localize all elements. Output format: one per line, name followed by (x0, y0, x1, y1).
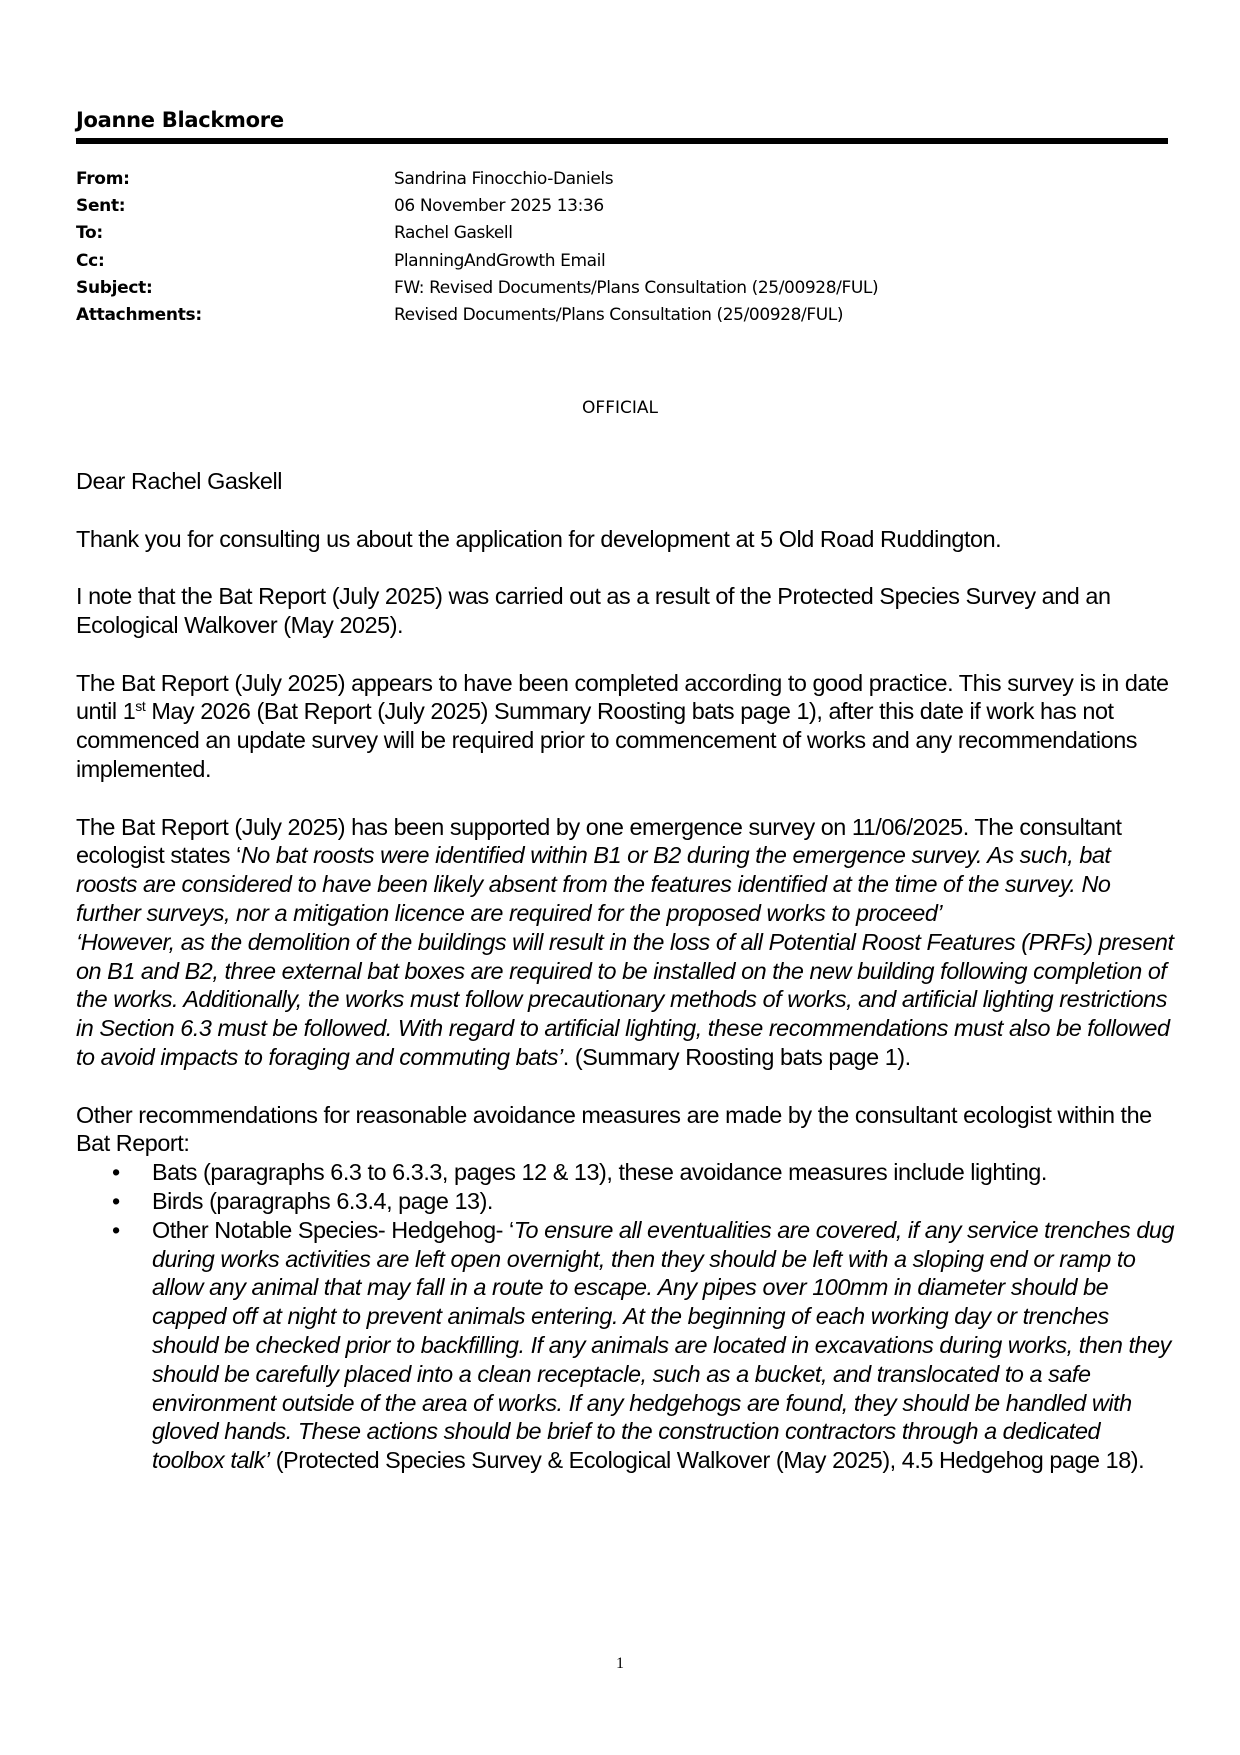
subject-value: FW: Revised Documents/Plans Consultation (25/00928/FUL) (394, 277, 879, 298)
header-row-subject (76, 275, 878, 302)
from-value: Sandrina Finocchio-Daniels (394, 169, 614, 189)
ecologist-quote-1: No bat roosts were identified within B1 or B2 during the emergence survey. As such, bat roosts are considered to have been likely absent from the features identified at the time of the survey. No further surveys, nor a mitigation licence are required for the proposed works to proceed’ (76, 842, 1111, 926)
email-header-fields (76, 166, 878, 329)
page-number: 1 (616, 1655, 624, 1672)
header-label: Cc: (76, 250, 105, 271)
attachments-value: Revised Documents/Plans Consultation (25/00928/FUL) (394, 305, 844, 326)
header-label: To: (76, 223, 103, 244)
paragraph-emergence-survey: The Bat Report (July 2025) has been supported by one emergence survey on 11/06/2025. The consultant ecologist states ‘No bat roosts were identified within B1 or B2 during the emergence survey. As such, bat roosts are considered to have been likely absent from the features identified at the time of the survey. No further surveys, nor a mitigation licence are required for the proposed works to proceed’ ‘However, as the demolition of the buildings will result in the loss of all Potential Roost Features (PRFs) present on B1 and B2, three external bat boxes are required to be installed on the new building following completion of the works. Additionally, the works must follow precautionary methods of works, and artificial lighting restrictions in Section 6.3 must be followed. With regard to artificial lighting, these recommendations must also be followed to avoid impacts to foraging and commuting bats’. (Summary Roosting bats page 1). (76, 813, 1174, 1070)
header-label: Subject: (76, 277, 153, 298)
salutation: Dear Rachel Gaskell (76, 468, 282, 494)
cc-value: PlanningAndGrowth Email (394, 250, 606, 271)
email-body (76, 467, 1176, 1475)
paragraph-consultation-thanks: Thank you for consulting us about the application for development at 5 Old Road Ruddington. (76, 525, 1002, 552)
header-divider (76, 138, 1168, 144)
recommendations-list (76, 1158, 1176, 1475)
ecologist-quote-2: ‘However, as the demolition of the buildings will result in the loss of all Potential Roost Features (PRFs) present on B1 and B2, three external bat boxes are required to be installed on the new building following completion of the works. Additionally, the works must follow precautionary methods of works, and artificial lighting restrictions in Section 6.3 must be followed. With regard to artificial lighting, these recommendations must also be followed to avoid impacts to foraging and commuting bats’ (76, 928, 1174, 1070)
list-item: • Birds (paragraphs 6.3.4, page 13). (76, 1187, 1176, 1216)
header-row-attachments (76, 302, 878, 329)
to-value: Rachel Gaskell (394, 223, 513, 244)
header-label: Attachments: (76, 305, 202, 326)
paragraph-bat-report-context: I note that the Bat Report (July 2025) was carried out as a result of the Protected Species Survey and an Ecological Walkover (May 2025). (76, 583, 1111, 638)
mailbox-owner-name: Joanne Blackmore (76, 108, 284, 132)
header-label: From: (76, 169, 130, 189)
hedgehog-quote: To ensure all eventualities are covered, if any service trenches dug during works activities are left open overnight, then they should be left with a sloping end or ramp to allow any animal that may fall in a route to escape. Any pipes over 100mm in diameter should be capped off at night to prevent animals entering. At the beginning of each working day or trenches should be checked prior to backfilling. If any animals are located in excavations during works, then they should be carefully placed into a clean receptacle, such as a bucket, and translocated to a safe environment outside of the area of works. If any hedgehogs are found, they should be handled with gloved hands. These actions should be brief to the construction contractors through a dedicated toolbox talk’ (152, 1216, 1175, 1474)
header-row-to (76, 220, 878, 247)
classification-marking: OFFICIAL (582, 398, 658, 418)
header-row-cc (76, 248, 878, 275)
sent-value: 06 November 2025 13:36 (394, 196, 604, 217)
paragraph-other-recommendations: Other recommendations for reasonable avoidance measures are made by the consultant ecologist within the Bat Report: (76, 1101, 1152, 1157)
list-item: • Other Notable Species- Hedgehog- ‘To ensure all eventualities are covered, if any service trenches dug during works activities are left open overnight, then they should be left with a sloping end or ramp to allow any animal that may fall in a route to escape. Any pipes over 100mm in diameter should be capped off at night to prevent animals entering. At the beginning of each working day or trenches should be checked prior to backfilling. If any animals are located in excavations during works, then they should be carefully placed into a clean receptacle, such as a bucket, and translocated to a safe environment outside of the area of works. If any hedgehogs are found, they should be handled with gloved hands. These actions should be brief to the construction contractors through a dedicated toolbox talk’ (Protected Species Survey & Ecological Walkover (May 2025), 4.5 Hedgehog page 18). (76, 1216, 1176, 1475)
header-row-sent (76, 193, 878, 220)
paragraph-survey-validity: The Bat Report (July 2025) appears to have been completed according to good practice. This survey is in date until 1st May 2026 (Bat Report (July 2025) Summary Roosting bats page 1), after this date if work has not commenced an update survey will be required prior to commencement of works and any recommendations implemented. (76, 669, 1169, 782)
header-row-from (76, 166, 878, 193)
header-label: Sent: (76, 196, 126, 217)
list-item: • Bats (paragraphs 6.3 to 6.3.3, pages 12 & 13), these avoidance measures include lighting. (76, 1158, 1176, 1187)
